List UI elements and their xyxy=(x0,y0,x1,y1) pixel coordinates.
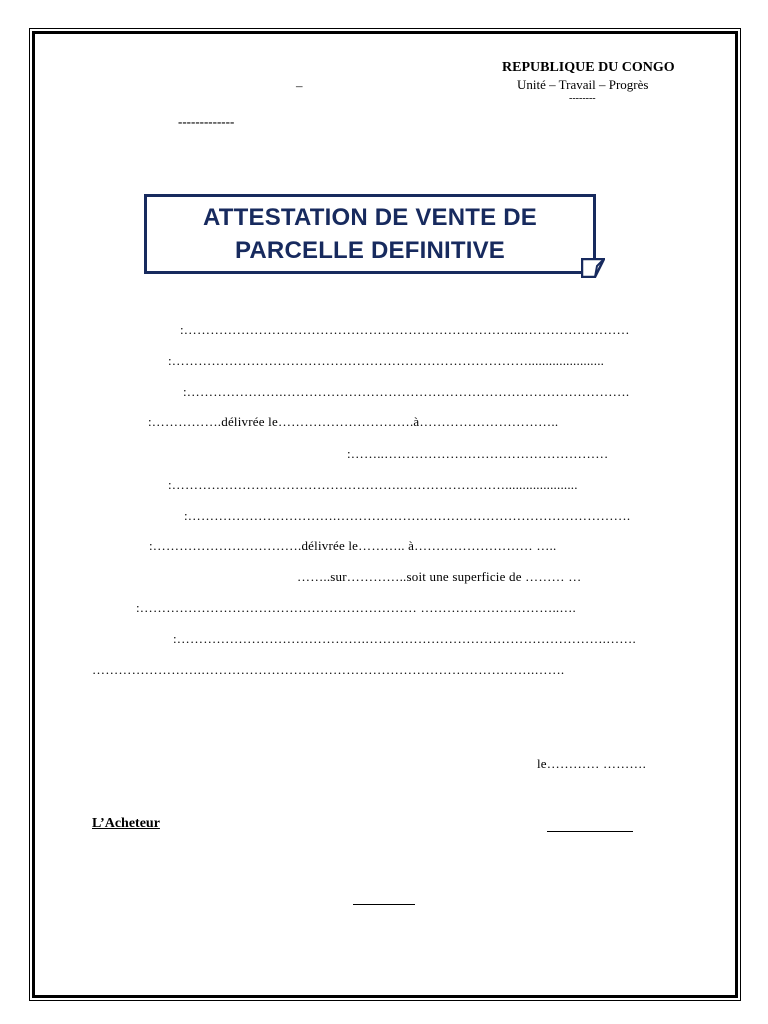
field-line-1: :…………………………………………………………………...…………………… xyxy=(180,322,630,337)
republic-separator: -------- xyxy=(569,93,596,104)
field-line-12: …………………….………………………………………………………………….……. xyxy=(92,662,565,677)
header-left-dash: – xyxy=(296,78,303,93)
field-line-5: :……..…………………………………………… xyxy=(347,446,609,461)
field-line-2: :………………………………………………………………………...................... xyxy=(168,353,605,368)
document-title-line-2: PARCELLE DEFINITIVE xyxy=(234,237,506,264)
witness-signature-line xyxy=(353,904,415,905)
date-line: le………… ………. xyxy=(537,756,647,771)
buyer-signature-label: L’Acheteur xyxy=(92,816,160,831)
field-line-4: :…………….délivrée le………………………….à………………………….. xyxy=(148,414,559,429)
field-line-10: :……………………………………………………… …………………………..…. xyxy=(136,600,577,615)
document-title-line-1: ATTESTATION DE VENTE DE xyxy=(203,204,537,231)
national-motto: Unité – Travail – Progrès xyxy=(517,77,649,92)
header-left-separator: ------------- xyxy=(178,114,235,129)
page-curl-icon xyxy=(581,258,605,278)
document-title-box xyxy=(144,194,596,274)
field-line-6: :…………………………………………….……………………..................... xyxy=(168,477,578,492)
republic-title: REPUBLIQUE DU CONGO xyxy=(502,60,675,75)
field-line-11: :…………………………………….……………………………………………….……. xyxy=(173,631,636,646)
seller-signature-line xyxy=(547,831,633,832)
field-line-3: :………………….……………………………………………………………………. xyxy=(183,384,630,399)
field-line-8: :…………………………….délivrée le……….. à……………………… ….. xyxy=(149,538,557,553)
field-line-7: :…………………………….…………………………………………………………. xyxy=(184,508,631,523)
field-line-9: ……..sur…………..soit une superficie de ……… … xyxy=(297,569,582,584)
